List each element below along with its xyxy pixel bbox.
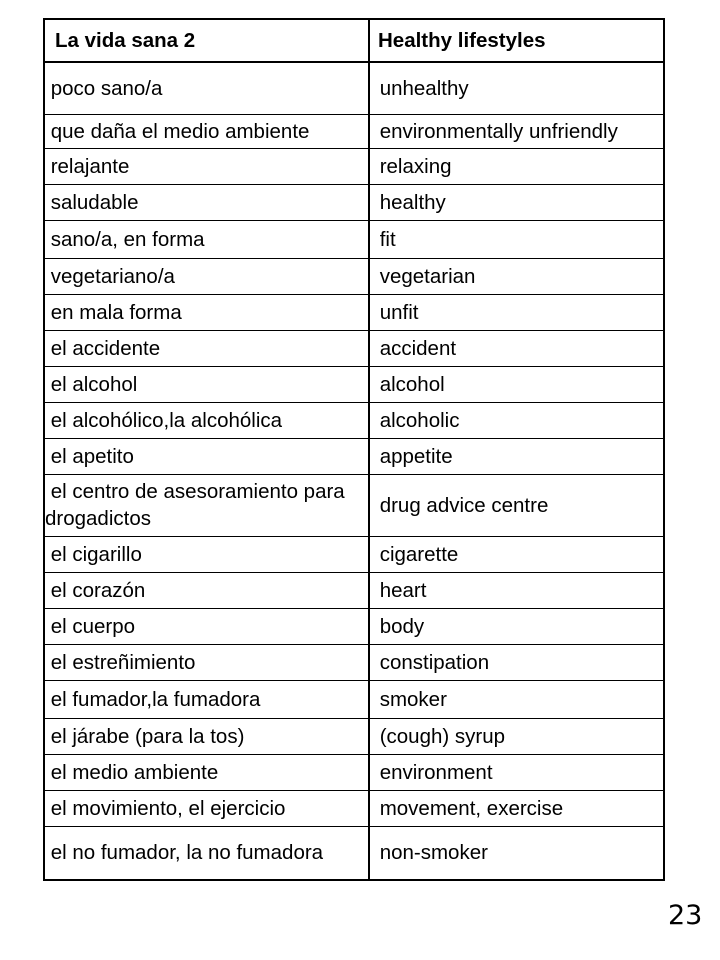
spanish-term: el apetito — [44, 438, 369, 474]
table-row — [44, 366, 664, 402]
table-row — [44, 438, 664, 474]
table-row — [44, 644, 664, 680]
english-term: heart — [369, 572, 664, 608]
header-english: Healthy lifestyles — [369, 19, 664, 62]
vocabulary-table — [43, 18, 665, 881]
spanish-term: el corazón — [44, 572, 369, 608]
spanish-term: poco sano/a — [44, 62, 369, 114]
english-term: unhealthy — [369, 62, 664, 114]
english-term: healthy — [369, 184, 664, 220]
page-number: 23 — [668, 900, 703, 931]
table-row — [44, 184, 664, 220]
spanish-term: el cigarillo — [44, 536, 369, 572]
spanish-term: que daña el medio ambiente — [44, 114, 369, 148]
english-term: non-smoker — [369, 826, 664, 880]
english-term: drug advice centre — [369, 474, 664, 536]
english-term: constipation — [369, 644, 664, 680]
spanish-term: el movimiento, el ejercicio — [44, 790, 369, 826]
spanish-term: el fumador,la fumadora — [44, 680, 369, 718]
spanish-term: el accidente — [44, 330, 369, 366]
spanish-term: el járabe (para la tos) — [44, 718, 369, 754]
spanish-term: el medio ambiente — [44, 754, 369, 790]
english-term: body — [369, 608, 664, 644]
spanish-term: el no fumador, la no fumadora — [44, 826, 369, 880]
english-term: appetite — [369, 438, 664, 474]
table-row — [44, 402, 664, 438]
table-row — [44, 220, 664, 258]
english-term: vegetarian — [369, 258, 664, 294]
spanish-term: el alcohol — [44, 366, 369, 402]
table-row — [44, 536, 664, 572]
table-row — [44, 718, 664, 754]
table-row — [44, 680, 664, 718]
spanish-term: el cuerpo — [44, 608, 369, 644]
spanish-term: el estreñimiento — [44, 644, 369, 680]
table-row — [44, 114, 664, 148]
table-header-row — [44, 19, 664, 62]
english-term: cigarette — [369, 536, 664, 572]
spanish-term: en mala forma — [44, 294, 369, 330]
english-term: environment — [369, 754, 664, 790]
table-row — [44, 572, 664, 608]
english-term: alcohol — [369, 366, 664, 402]
table-row — [44, 148, 664, 184]
spanish-term: el alcohólico,la alcohólica — [44, 402, 369, 438]
english-term: relaxing — [369, 148, 664, 184]
table-row — [44, 474, 664, 536]
english-term: unfit — [369, 294, 664, 330]
table-row — [44, 826, 664, 880]
table-row — [44, 790, 664, 826]
spanish-term: vegetariano/a — [44, 258, 369, 294]
table-row — [44, 608, 664, 644]
spanish-term: relajante — [44, 148, 369, 184]
table-row — [44, 754, 664, 790]
spanish-term: saludable — [44, 184, 369, 220]
english-term: environmentally unfriendly — [369, 114, 664, 148]
table-row — [44, 62, 664, 114]
table-body — [44, 62, 664, 880]
header-spanish: La vida sana 2 — [44, 19, 369, 62]
table-row — [44, 294, 664, 330]
english-term: (cough) syrup — [369, 718, 664, 754]
spanish-term: el centro de asesoramiento para drogadictos — [44, 474, 369, 536]
spanish-term: sano/a, en forma — [44, 220, 369, 258]
table-row — [44, 330, 664, 366]
table-row — [44, 258, 664, 294]
english-term: fit — [369, 220, 664, 258]
english-term: alcoholic — [369, 402, 664, 438]
english-term: movement, exercise — [369, 790, 664, 826]
english-term: accident — [369, 330, 664, 366]
english-term: smoker — [369, 680, 664, 718]
